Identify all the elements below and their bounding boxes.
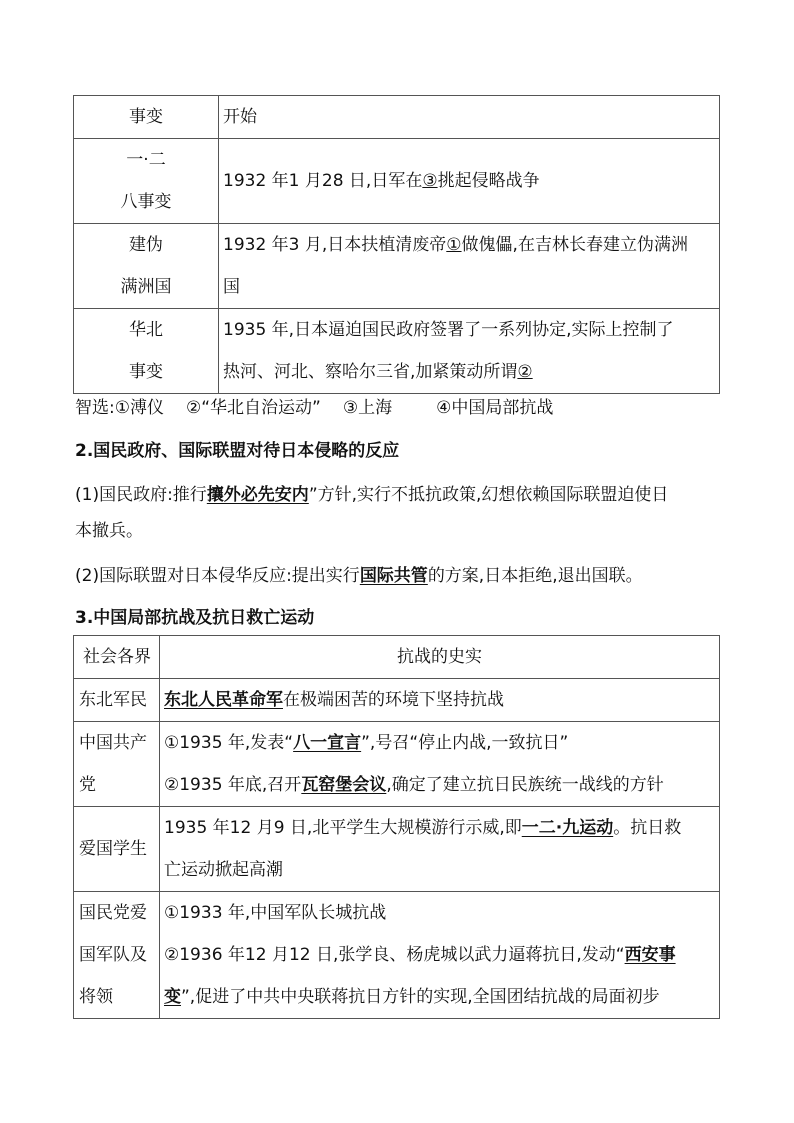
- paragraph-continued: 本撤兵。: [75, 521, 143, 541]
- keyword: 国际共管: [359, 566, 428, 586]
- event-desc-cell: 开始: [219, 96, 720, 139]
- group-cell: 中国共产 党: [74, 722, 160, 807]
- option-2: ②“华北自治运动”: [185, 398, 321, 418]
- option-4: ④中国局部抗战: [436, 398, 554, 418]
- option-3: ③上海: [342, 398, 393, 418]
- group-cell: 国民党爱 国军队及 将领: [74, 892, 160, 1019]
- keyword: 东北人民革命军: [164, 690, 283, 710]
- fact-cell: ①1933 年,中国军队长城抗战 ②1936 年12 月12 日,张学良、杨虎城以武力逼蒋抗日,发动“西安事 变”,促进了中共中央联蒋抗日方针的实现,全国团结抗战的局面初步: [160, 892, 720, 1019]
- keyword: 西安事: [624, 945, 676, 965]
- event-desc-cell: 1935 年,日本逼迫国民政府签署了一系列协定,实际上控制了 热河、河北、察哈尔三省,加紧策动所谓②: [219, 309, 720, 394]
- event-name-cell: 事变: [74, 96, 219, 139]
- keyword: 瓦窑堡会议: [301, 775, 387, 795]
- table-row: [74, 679, 720, 722]
- fact-cell: 1935 年12 月9 日,北平学生大规模游行示威,即一二·九运动。抗日救 亡运动掀起高潮: [160, 807, 720, 892]
- resistance-table: [73, 635, 720, 1019]
- event-desc-cell: 1932 年1 月28 日,日军在③挑起侵略战争: [219, 139, 720, 224]
- events-table: [73, 95, 720, 394]
- event-name-cell: 一·二 八事变: [74, 139, 219, 224]
- column-header: 社会各界: [74, 636, 160, 679]
- table-row: [74, 807, 720, 892]
- event-name-cell: 建伪 满洲国: [74, 224, 219, 309]
- table-row: [74, 309, 720, 394]
- table-row: [74, 139, 720, 224]
- smart-select-line: 智选:①溥仪 ②“华北自治运动” ③上海 ④中国局部抗战: [75, 398, 554, 418]
- table-header-row: [74, 636, 720, 679]
- keyword: 一二·九运动: [521, 818, 614, 838]
- fact-cell: ①1935 年,发表“八一宣言”,号召“停止内战,一致抗日” ②1935 年底,召开瓦窑堡会议,确定了建立抗日民族统一战线的方针: [160, 722, 720, 807]
- table-row: [74, 892, 720, 1019]
- section-heading: 3.中国局部抗战及抗日救亡运动: [75, 608, 315, 628]
- paragraph: (2)国际联盟对日本侵华反应:提出实行国际共管的方案,日本拒绝,退出国联。: [75, 566, 643, 586]
- keyword: 八一宣言: [293, 733, 362, 753]
- option-1: ①溥仪: [114, 398, 164, 418]
- keyword: 变: [164, 987, 181, 1007]
- group-cell: 东北军民: [74, 679, 160, 722]
- table-row: [74, 96, 720, 139]
- blank-marker: ①: [446, 235, 462, 255]
- table-row: [74, 224, 720, 309]
- keyword: 攘外必先安内: [206, 485, 309, 505]
- event-name-cell: 华北 事变: [74, 309, 219, 394]
- event-desc-cell: 1932 年3 月,日本扶植清废帝①做傀儡,在吉林长春建立伪满洲 国: [219, 224, 720, 309]
- paragraph: (1)国民政府:推行攘外必先安内”方针,实行不抵抗政策,幻想依赖国际联盟迫使日: [75, 485, 669, 505]
- blank-marker: ②: [517, 362, 533, 382]
- fact-cell: 东北人民革命军在极端困苦的环境下坚持抗战: [160, 679, 720, 722]
- blank-marker: ③: [422, 171, 438, 191]
- column-header: 抗战的史实: [160, 636, 720, 679]
- group-cell: 爱国学生: [74, 807, 160, 892]
- section-heading: 2.国民政府、国际联盟对待日本侵略的反应: [75, 441, 400, 461]
- table-row: [74, 722, 720, 807]
